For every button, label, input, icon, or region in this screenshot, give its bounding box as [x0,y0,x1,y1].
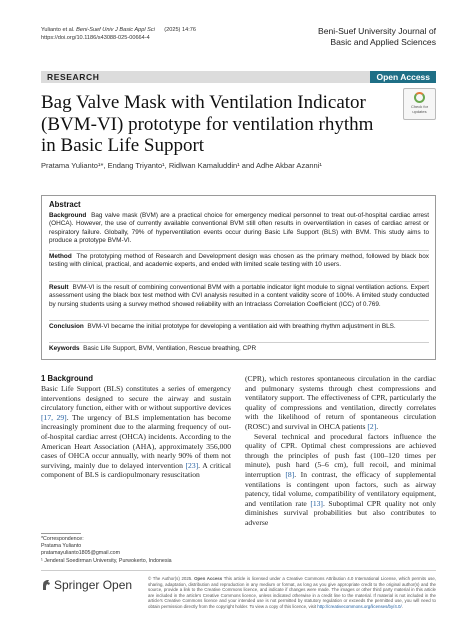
conclusion-label: Conclusion [49,323,84,330]
citation-authors: Yulianto et al. [41,27,77,33]
footer-rule [41,570,436,571]
license-link[interactable]: http://creativecommons.org/licenses/by/4.0/ [317,603,402,609]
journal-line-1: Beni-Suef University Journal of [318,26,436,36]
journal-name [266,26,436,47]
footnote-rule [41,533,81,534]
correspondence-block [41,536,231,565]
body-text: . A critical component of BLS is cardiopulmonary resuscitation [41,460,231,480]
abstract-divider [49,320,429,321]
body-text: Basic Life Support (BLS) constitutes a series of emergency interventions designed to secure the airway and sustain circulatory function, either with or without supportive devices [41,384,231,413]
license-open-access: Open Access [194,576,223,581]
abstract-divider [49,250,429,251]
citation-link[interactable]: [17, 29] [41,412,67,422]
body-text: Several technical and procedural factors influence the quality of CPR. Optimal chest compressions are achieved through the principles of push fast (100–120 times per minute), push hard (5–6 cm), full recoil, and minimal interruption [245,431,436,479]
license-body: This article is licensed under a Creative Commons Attribution 4.0 International License, which permits use, sharing, adaptation, distribution and reproduction in any medium or format, as long as you give appropriate credit to the original author(s) and the source, provide a link to the Creative Commons licence, and indicate if changes were made. The images or other third party material in this article are included in the article's Creative Commons licence, unless indicated otherwise in a credit line to the material. If material is not included in the article's Creative Commons licence and your intended use is not permitted by statutory regulation or exceeds the permitted use, you will need to obtain permission directly from the copyright holder. To view a copy of this licence, visit [148,576,436,609]
body-text: . In contrast, the efficacy of supplemental ventilations is contingent upon factors, such as airway patency, tidal volume, compatibility of ventilatory equipment, and ventilation rate [245,469,437,508]
right-column [245,374,436,528]
abstract-method [49,253,429,270]
result-label: Result [49,284,69,291]
method-label: Method [49,253,72,260]
correspondence-label: *Correspondence: [41,536,84,542]
body-text: . The urgency of BLS implementation has become increasingly prominent due to the alarming frequency of out-of-hospital cardiac arrest (OHCA) incidents. According to the American Heart Association (AHA), approximately 356,000 cases of OHCA occur annually, with nearly 90% of them not surviving, mainly due to delayed intervention [41,412,231,470]
correspondence-affiliation: ¹ Jenderal Soedirman University, Purwokerto, Indonesia [41,557,172,564]
article-title: Bag Valve Mask with Ventilation Indicator (BVM-VI) prototype for ventilation rhythm in Basic Life Support [41,92,374,156]
check-for-updates-icon [414,92,425,103]
open-access-badge: Open Access [370,71,436,83]
abstract-conclusion [49,323,429,331]
result-text: BVM-VI is the result of combining conventional BVM with a portable indicator light module to signal ventilation actions. Expert assessment using the black box test method with CVI analysis resulted in a content validity score of 100%. A limited study conducted by nursing students using a survey method showed reliability with an Intraclass Correlation Coefficient (ICC) of 0.769. [49,284,429,308]
updates-line-1: Check for [410,104,429,109]
correspondence-email[interactable]: pratamayulianto1805@gmail.com [41,550,120,557]
citation-link[interactable]: [13] [310,498,323,508]
paragraph [245,374,436,432]
springer-horse-icon [41,579,51,591]
citation-link[interactable]: [23] [185,460,199,470]
citation-line [41,27,196,35]
publisher-logo [41,578,132,592]
license-text [148,576,436,610]
keywords-text: Basic Life Support, BVM, Ventilation, Rescue breathing, CPR [83,345,257,352]
license-end: . [401,603,403,609]
background-text: Bag valve mask (BVM) are a practical choice for emergency medical personnel to treat out-of-hospital cardiac arrest (OHCA). However, the use of currently available conventional BVM still often results in overventilation in cases of cardiac arrest or respiratory failure. Globally, 79% of hyperventilation events occur during Basic Life Support (BLS) with BVM. This study aims to produce a prototype BVM-VI. [49,212,429,245]
research-label: RESEARCH [47,72,100,82]
background-label: Background [49,212,87,219]
abstract-keywords [49,345,429,353]
doi-link[interactable]: https://doi.org/10.1186/s43088-025-00664-4 [41,34,150,41]
citation-header [41,27,196,42]
updates-line-2: updates [412,108,427,114]
left-column [41,384,231,480]
citation-year: (2025) 14:76 [164,27,196,33]
keywords-label: Keywords [49,345,80,352]
correspondence-name: Pratama Yulianto [41,543,82,550]
paragraph [245,432,436,528]
author-list: Pratama Yulianto¹*, Endang Triyanto¹, Ridlwan Kamaluddin¹ and Adhe Akbar Azanni¹ [41,161,322,170]
abstract-result [49,284,429,309]
publisher-name: Springer Open [54,578,133,592]
citation-link[interactable]: [2] [367,421,377,431]
abstract-background [49,212,429,246]
conclusion-text: BVM-VI became the initial prototype for developing a ventilation aid with breathing rhythm adjustment in BLS. [87,323,396,330]
body-text: . Suboptimal CPR quality not only diminishes survival probabilities but also contributes to adverse [245,498,436,527]
section-heading: 1 Background [41,374,93,383]
license-prefix: © The Author(s) 2025. [148,576,195,581]
method-text: The prototyping method of Research and Development design was chosen as the primary method, followed by black box testing with clinical, practical, and academic experts, and ended with limited scale testing with 10 users. [49,253,429,269]
abstract-divider [49,281,429,282]
body-text: (CPR), which restores spontaneous circulation in the cardiac and pulmonary systems through chest compressions and ventilatory support. The effectiveness of CPR, particularly the quality of compressions and ventilation, directly correlates with the likelihood of return of spontaneous circulation (ROSC) and survival in OHCA patients [245,374,436,431]
abstract-heading: Abstract [49,200,81,209]
citation-journal: Beni-Suef Univ J Basic Appl Sci [76,27,155,33]
body-text: . [376,421,379,431]
citation-link[interactable]: [8] [285,469,295,479]
abstract-divider [49,342,429,343]
check-for-updates-button[interactable] [403,88,436,120]
journal-line-2: Basic and Applied Sciences [330,36,436,47]
